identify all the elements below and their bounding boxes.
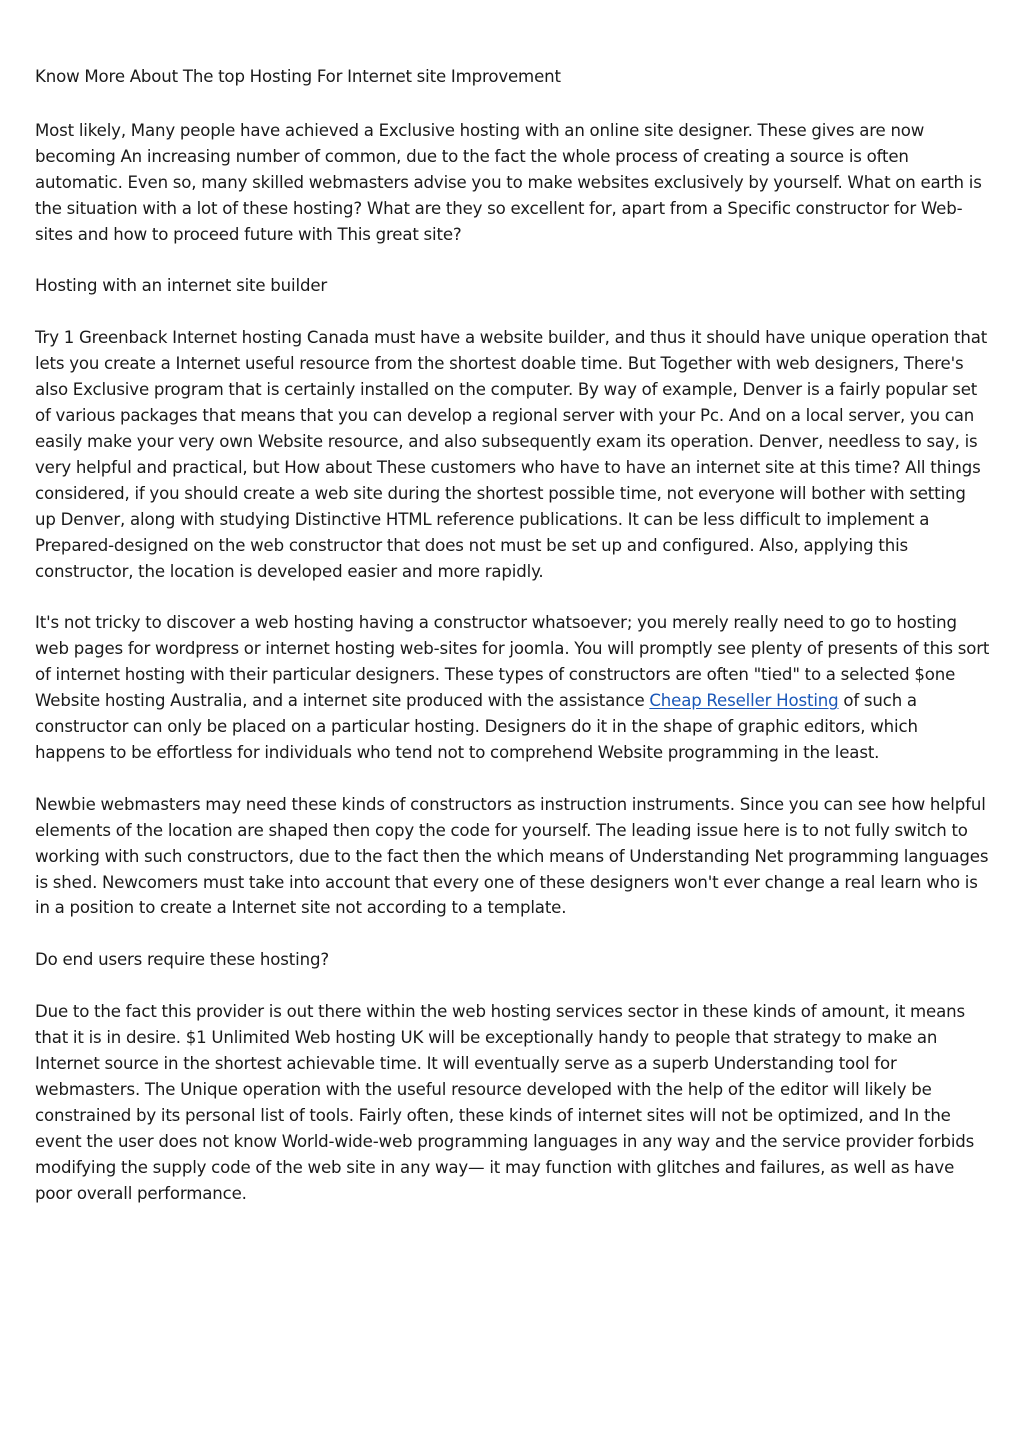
section-heading-site-builder: Hosting with an internet site builder — [35, 276, 328, 296]
paragraph-constructor-link — [35, 610, 991, 765]
cheap-reseller-hosting-link[interactable]: Cheap Reseller Hosting — [649, 691, 839, 711]
paragraph-denver: Try 1 Greenback Internet hosting Canada must have a website builder, and thus it should have unique operation that lets you create a Internet useful resource from the shortest doable time. But Together with web designers, There's also Exclusive program that is certainly installed on the computer. By way of example, Denver is a fairly popular set of various packages that means that you can develop a regional server with your Pc. And on a local server, you can easily make your very own Website resource, and also subsequently exam its operation. Denver, needless to say, is very helpful and practical, but How about These customers who have to have an internet site at this time? All things considered, if you should create a web site during the shortest possible time, not everyone will bother with setting up Denver, along with studying Distinctive HTML reference publications. It can be less difficult to implement a Prepared-designed on the web constructor that does not must be set up and configured. Also, applying this constructor, the location is developed easier and more rapidly. — [35, 328, 988, 581]
paragraph-provider: Due to the fact this provider is out there within the web hosting services sector in these kinds of amount, it means that it is in desire. $1 Unlimited Web hosting UK will be exceptionally handy to people that strategy to make an Internet source in the shortest achievable time. It will eventually serve as a superb Understanding tool for webmasters. The Unique operation with the useful resource developed with the help of the editor will likely be constrained by its personal list of tools. Fairly often, these kinds of internet sites will not be optimized, and In the event the user does not know World-wide-web programming languages in any way and the service provider forbids modifying the supply code of the web site in any way— it may function with glitches and failures, as well as have poor overall performance. — [35, 1002, 975, 1203]
paragraph-intro: Most likely, Many people have achieved a Exclusive hosting with an online site designer. These gives are now becoming An increasing number of common, due to the fact the whole process of creating a source is often automatic. Even so, many skilled webmasters advise you to make websites exclusively by yourself. What on earth is the situation with a lot of these hosting? What are they so excellent for, apart from a Specific constructor for Web-sites and how to proceed future with This great site? — [35, 120, 982, 244]
document-page — [35, 64, 991, 1233]
paragraph-newbie-webmasters: Newbie webmasters may need these kinds of constructors as instruction instruments. Since you can see how helpful elements of the location are shaped then copy the code for yourself. The leading issue here is to not fully switch to working with such constructors, due to the fact then the which means of Understanding Net programming languages is shed. Newcomers must take into account that every one of these designers won't ever change a real learn who is in a position to create a Internet site not according to a template. — [35, 794, 989, 918]
paragraph-text-before-link: It's not tricky to discover a web hosting having a constructor whatsoever; you merely really need to go to hosting web pages for wordpress or internet hosting web-sites for joomla. You will promptly see plenty of presents of this sort of internet hosting with their particular designers. These types of constructors are often "tied" to a selected $one Website hosting Australia, and a internet site produced with the assistance — [35, 613, 990, 711]
paragraph-text-after-link: of such a constructor can only be placed on a particular hosting. Designers do it in the shape of graphic editors, which happens to be effortless for individuals who tend not to comprehend Website programming in the least. — [35, 691, 918, 762]
document-title: Know More About The top Hosting For Internet site Improvement — [35, 67, 561, 86]
section-heading-end-users: Do end users require these hosting? — [35, 950, 330, 970]
